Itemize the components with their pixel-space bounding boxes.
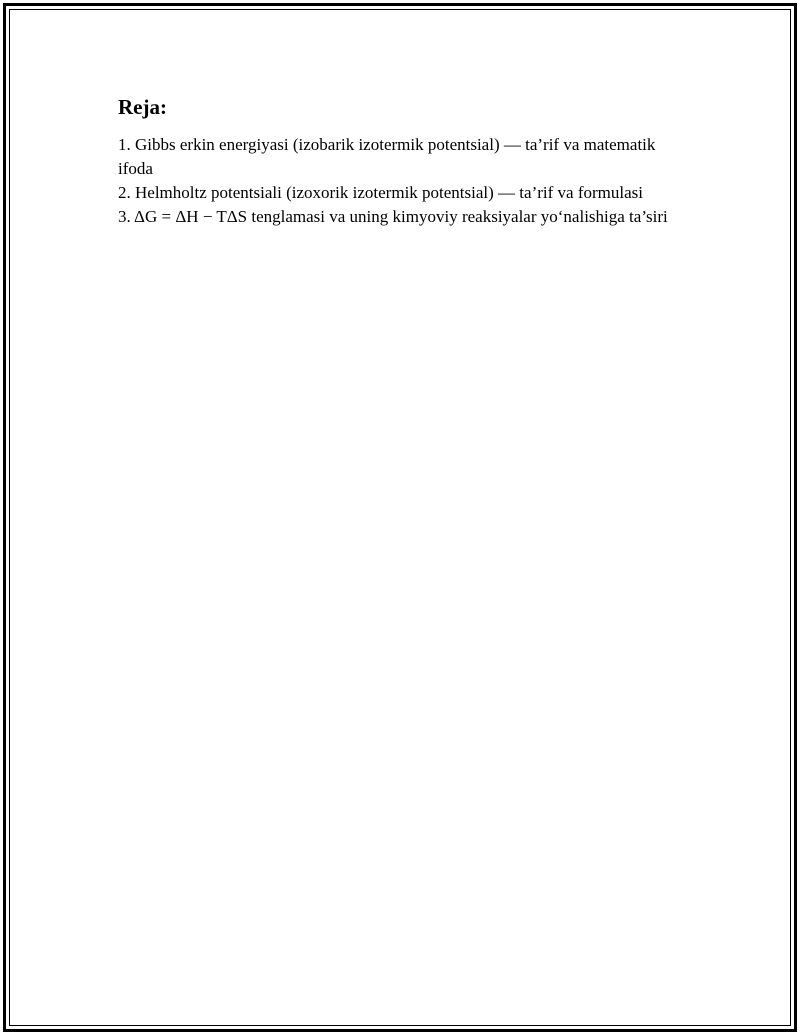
plan-item-3: 3. ΔG = ΔH − TΔS tenglamasi va uning kimyoviy reaksiyalar yoʻnalishiga ta’siri	[118, 207, 668, 226]
plan-heading: Reja:	[118, 95, 167, 119]
page-content	[118, 94, 678, 229]
plan-item-2: 2. Helmholtz potentsiali (izoxorik izotermik potentsial) — ta’rif va formulasi	[118, 183, 643, 202]
plan-list	[118, 133, 678, 229]
plan-item-1: 1. Gibbs erkin energiyasi (izobarik izotermik potentsial) — ta’rif va matematik ifoda	[118, 135, 656, 178]
